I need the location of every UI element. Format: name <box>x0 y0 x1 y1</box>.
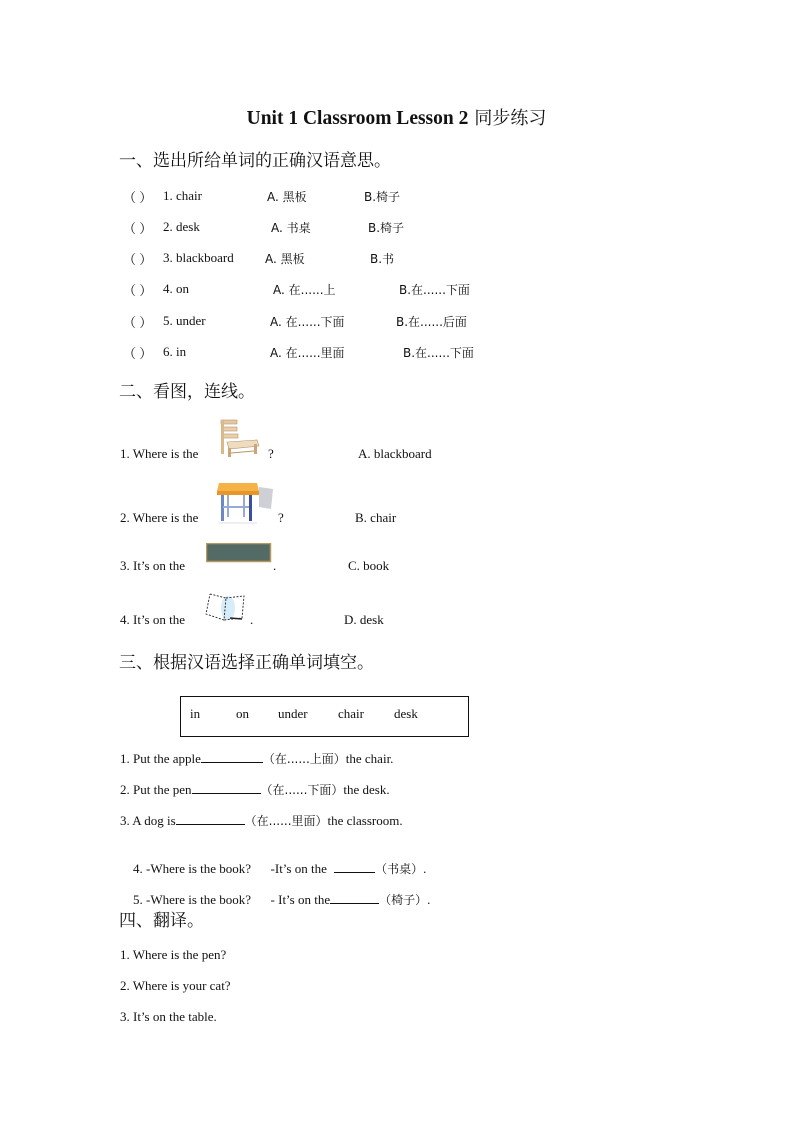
chinese-hint: （在......里面） <box>244 814 328 828</box>
matching-prompt: 1. Where is the <box>120 446 199 461</box>
title-chinese: 同步练习 <box>474 108 547 129</box>
book-picture <box>202 588 250 624</box>
sentence-end: . <box>423 861 427 876</box>
option-b: B.椅子 <box>364 190 401 204</box>
option-a: A. 书桌 <box>271 221 311 235</box>
translation-item: 3. It’s on the table. <box>120 1009 217 1024</box>
sentence-end: . <box>427 892 431 907</box>
translation-item: 2. Where is your cat? <box>120 978 231 993</box>
matching-prompt: 4. It’s on the <box>120 612 185 627</box>
matching-prompt: 2. Where is the <box>120 510 199 525</box>
desk-icon <box>213 481 275 525</box>
matching-end: . <box>273 558 277 573</box>
word-bank-box <box>180 696 469 737</box>
matching-prompt: 3. It’s on the <box>120 558 185 573</box>
option-a: A. 在......下面 <box>270 315 345 329</box>
answer-blank[interactable] <box>334 859 375 873</box>
fill-blank-item <box>120 780 390 798</box>
book-icon <box>202 588 250 624</box>
answer-paren[interactable]: （ ） <box>123 221 153 236</box>
section3-heading: 三、根据汉语选择正确单词填空。 <box>119 653 374 673</box>
word-bank-item: in <box>190 706 201 721</box>
title-english: Unit 1 Classroom Lesson 2 <box>246 108 469 129</box>
matching-end: . <box>250 612 254 627</box>
matching-option: A. blackboard <box>358 446 432 461</box>
matching-option: B. chair <box>355 510 397 525</box>
sentence-start: 1. Put the apple <box>120 751 201 766</box>
answer-paren[interactable]: （ ） <box>123 252 153 267</box>
vocab-word: 4. on <box>163 281 189 296</box>
section2-heading: 二、看图，连线。 <box>119 382 255 402</box>
desk-picture <box>213 481 275 525</box>
vocab-word: 6. in <box>163 344 187 359</box>
word-bank-item: chair <box>338 706 364 721</box>
option-b: B.在......后面 <box>396 315 467 329</box>
blackboard-picture <box>206 543 272 563</box>
option-b: B.书 <box>370 252 395 266</box>
option-b: B.在......下面 <box>399 283 470 297</box>
answer-blank[interactable] <box>201 749 263 763</box>
answer-paren[interactable]: （ ） <box>123 190 153 205</box>
fill-blank-item <box>120 811 403 829</box>
sentence-end: the desk. <box>343 782 390 797</box>
blackboard-icon <box>206 543 272 563</box>
fill-blank-item <box>120 749 393 767</box>
chinese-hint: （在......下面） <box>260 783 344 797</box>
chinese-hint: （椅子） <box>379 893 428 907</box>
answer-paren[interactable]: （ ） <box>123 315 153 330</box>
vocab-word: 1. chair <box>163 188 202 203</box>
option-a: A. 黑板 <box>267 190 307 204</box>
section1-heading: 一、选出所给单词的正确汉语意思。 <box>119 151 391 171</box>
chair-icon <box>217 418 261 458</box>
sentence-start: 5. -Where is the book? - It’s on the <box>133 892 331 907</box>
section4-heading: 四、翻译。 <box>119 911 204 931</box>
vocab-word: 3. blackboard <box>163 250 234 265</box>
matching-end: ? <box>268 446 274 461</box>
matching-option: D. desk <box>344 612 384 627</box>
option-a: A. 在......里面 <box>270 346 345 360</box>
vocab-word: 2. desk <box>163 219 200 234</box>
sentence-end: the chair. <box>345 751 394 766</box>
vocab-word: 5. under <box>163 313 206 328</box>
sentence-start: 2. Put the pen <box>120 782 192 797</box>
option-a: A. 黑板 <box>265 252 305 266</box>
chinese-hint: （在......上面） <box>262 752 346 766</box>
sentence-start: 4. -Where is the book? -It’s on the <box>133 861 327 876</box>
worksheet-title <box>0 104 793 130</box>
matching-end: ? <box>278 510 284 525</box>
word-bank-item: on <box>236 706 249 721</box>
answer-paren[interactable]: （ ） <box>123 346 153 361</box>
matching-option: C. book <box>348 558 390 573</box>
sentence-end: the classroom. <box>327 813 403 828</box>
word-bank-item: desk <box>394 706 418 721</box>
answer-blank[interactable] <box>330 890 379 904</box>
option-b: B.椅子 <box>368 221 405 235</box>
answer-paren[interactable]: （ ） <box>123 283 153 298</box>
option-a: A. 在......上 <box>273 283 336 297</box>
answer-blank[interactable] <box>192 780 261 794</box>
chair-picture <box>217 418 261 458</box>
translation-item: 1. Where is the pen? <box>120 947 227 962</box>
answer-blank[interactable] <box>176 811 245 825</box>
option-b: B.在......下面 <box>403 346 474 360</box>
word-bank-item: under <box>278 706 308 721</box>
chinese-hint: （书桌） <box>375 862 424 876</box>
sentence-start: 3. A dog is <box>120 813 176 828</box>
